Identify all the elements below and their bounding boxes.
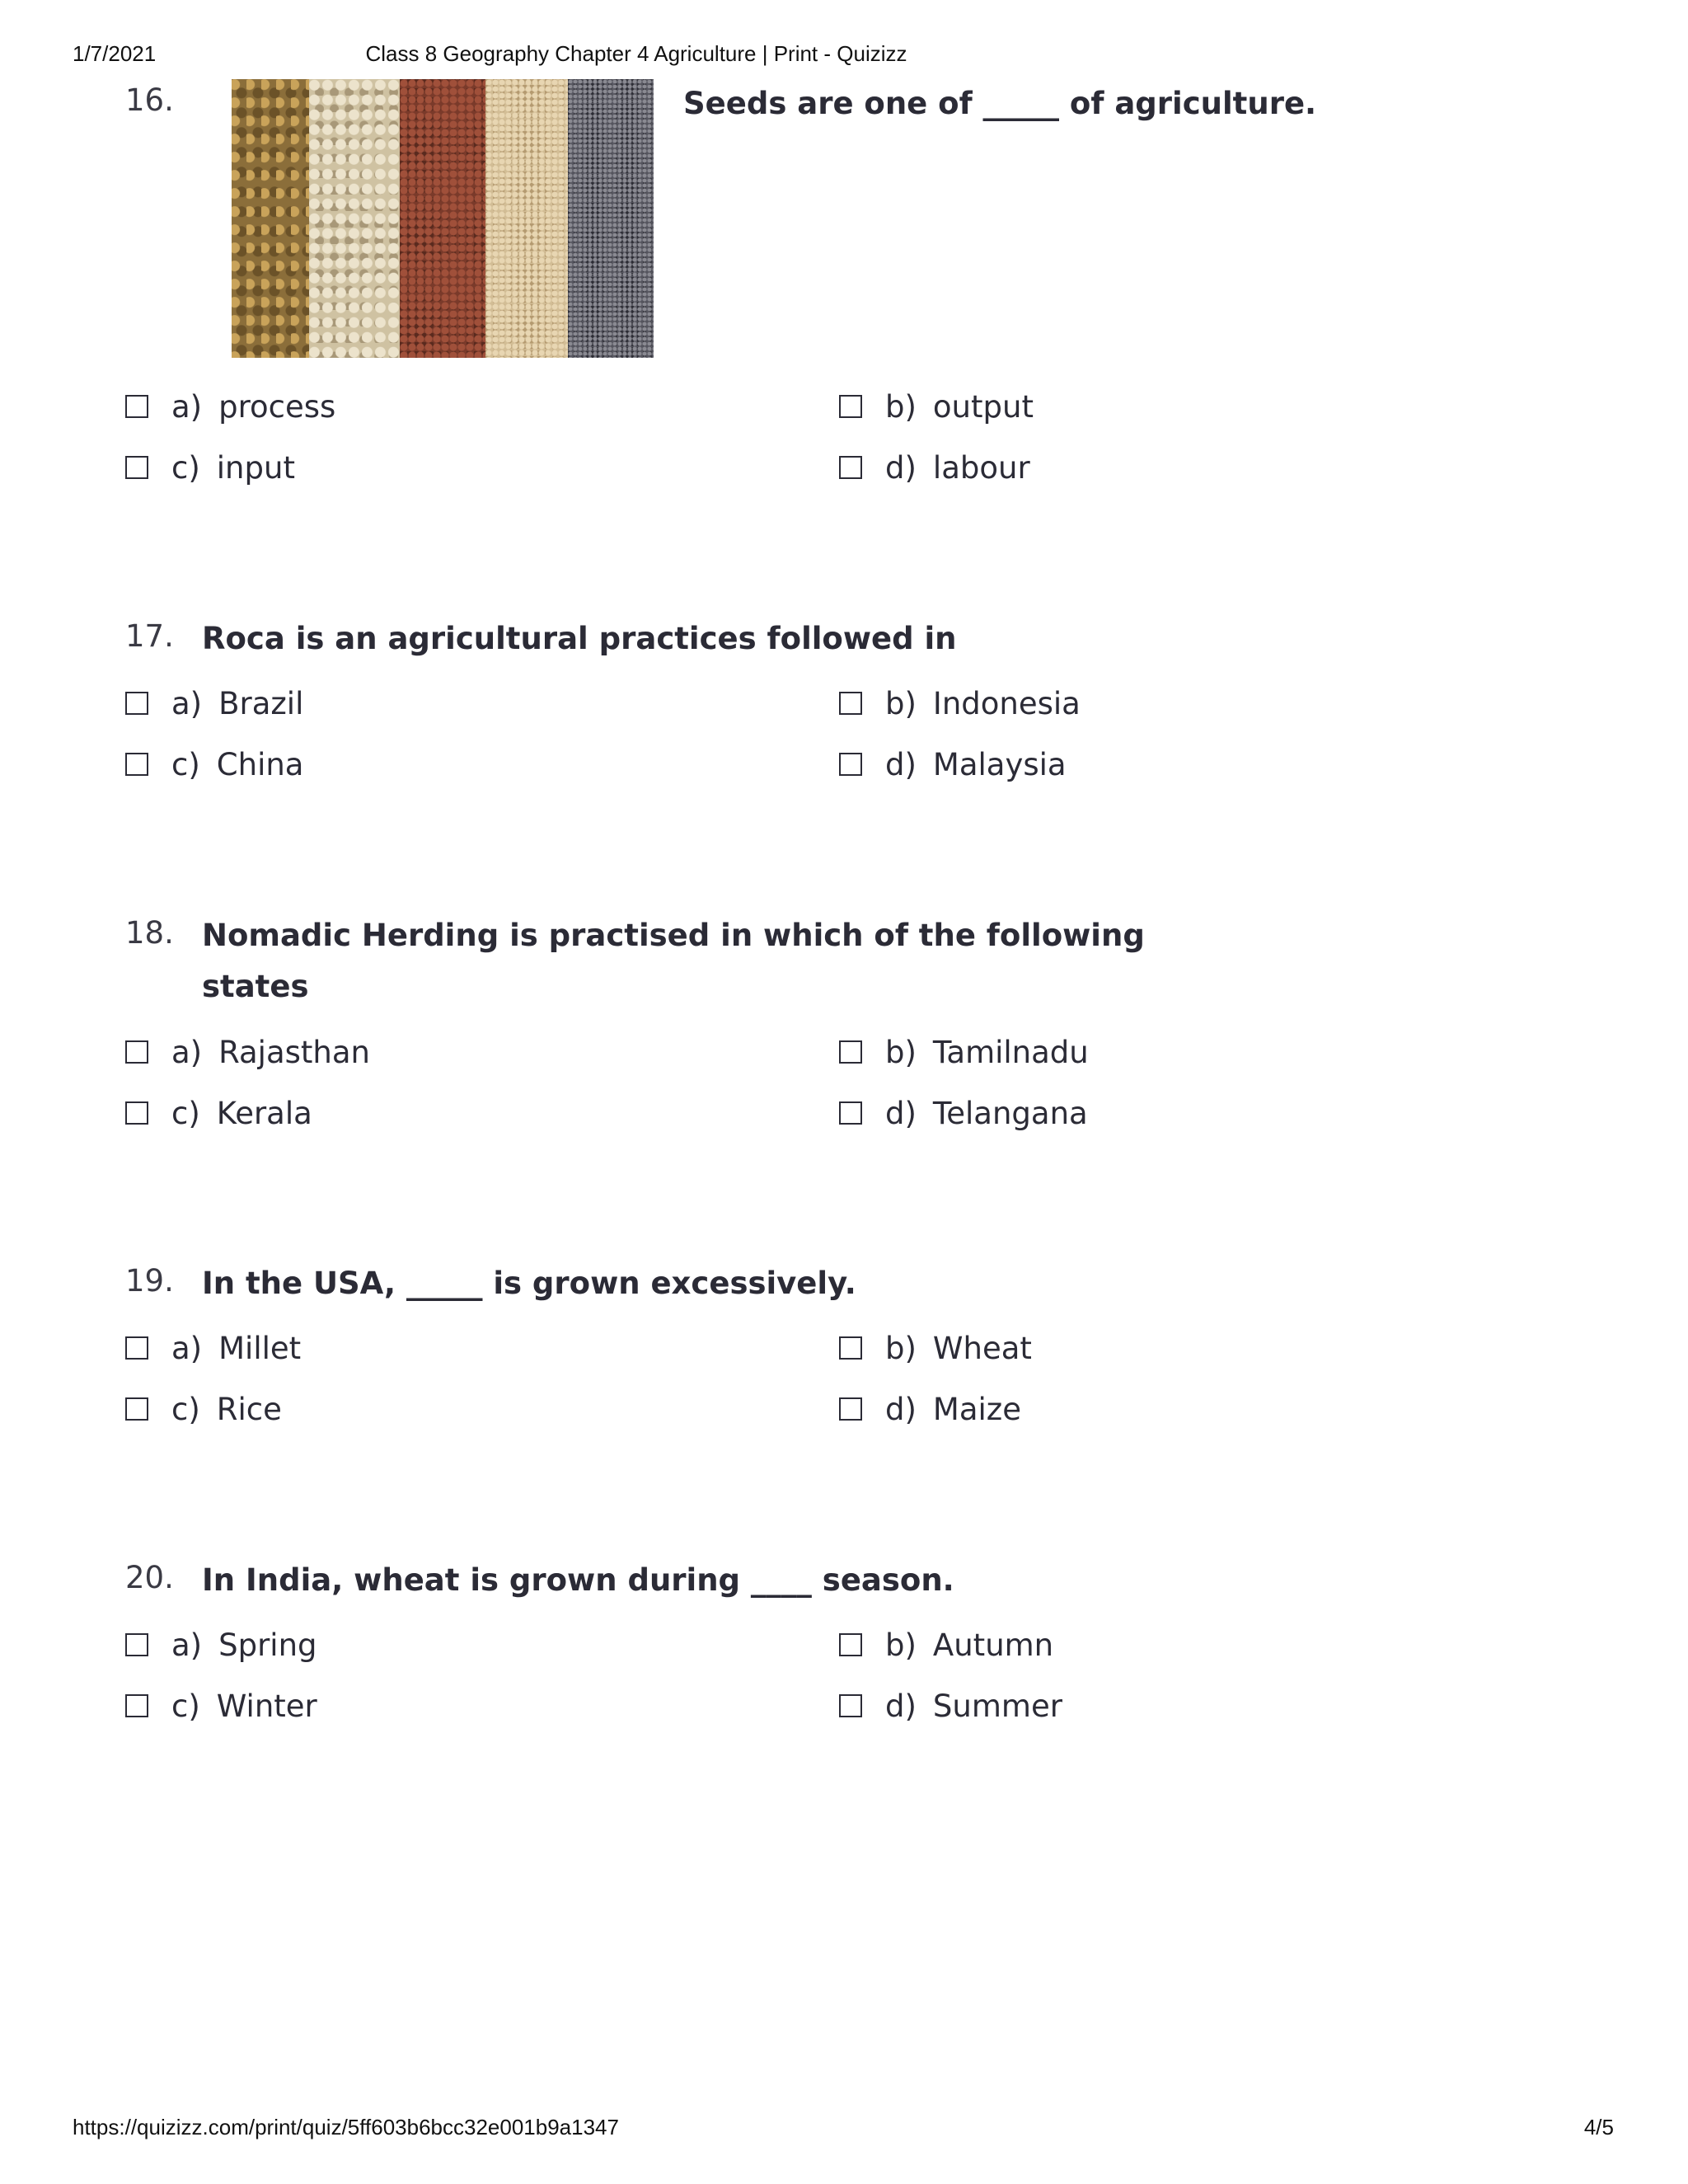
option-c[interactable]: c) Kerala [125, 1092, 312, 1134]
checkbox-icon[interactable] [125, 753, 148, 776]
option-text: Wheat [932, 1330, 1032, 1366]
option-text: Telangana [932, 1095, 1088, 1131]
option-d[interactable]: d) Maize [839, 1388, 1021, 1430]
checkbox-icon[interactable] [125, 1694, 148, 1717]
print-date: 1/7/2021 [73, 41, 157, 66]
print-header [0, 41, 1688, 69]
print-footer [0, 2115, 1688, 2143]
option-a[interactable]: a) process [125, 386, 335, 427]
option-text: Rajasthan [218, 1034, 370, 1070]
option-text: Brazil [218, 685, 304, 721]
checkbox-icon[interactable] [125, 395, 148, 418]
option-text: Summer [932, 1688, 1062, 1724]
option-text: Winter [216, 1688, 317, 1724]
option-b[interactable]: b) Indonesia [839, 683, 1081, 724]
option-text: China [216, 746, 304, 782]
option-text: Kerala [216, 1095, 312, 1131]
checkbox-icon[interactable] [839, 1397, 862, 1421]
option-text: output [932, 388, 1034, 425]
checkbox-icon[interactable] [839, 456, 862, 479]
question-text: Roca is an agricultural practices followed in [202, 621, 957, 656]
checkbox-icon[interactable] [839, 1336, 862, 1360]
question-number: 17. [125, 618, 174, 654]
checkbox-icon[interactable] [839, 692, 862, 715]
option-text: Tamilnadu [932, 1034, 1089, 1070]
checkbox-icon[interactable] [125, 1397, 148, 1421]
question-number: 19. [125, 1263, 174, 1299]
seeds-image [232, 79, 654, 358]
option-text: process [218, 388, 336, 425]
question-text: Nomadic Herding is practised in which of the following states [202, 918, 1145, 1004]
checkbox-icon[interactable] [839, 1040, 862, 1064]
seed-strip [568, 79, 654, 358]
option-c[interactable]: c) China [125, 744, 303, 785]
question-text: Seeds are one of _____ of agriculture. [683, 86, 1317, 121]
option-b[interactable]: b) Wheat [839, 1327, 1032, 1369]
print-title: Class 8 Geography Chapter 4 Agriculture | Print - Quizizz [365, 41, 907, 66]
question-text: In the USA, _____ is grown excessively. [202, 1266, 856, 1301]
option-text: Millet [218, 1330, 302, 1366]
option-text: Rice [216, 1391, 282, 1427]
option-b[interactable]: b) output [839, 386, 1034, 427]
option-d[interactable]: d) Malaysia [839, 744, 1067, 785]
checkbox-icon[interactable] [839, 395, 862, 418]
option-d[interactable]: d) Telangana [839, 1092, 1088, 1134]
seed-strip [400, 79, 485, 358]
checkbox-icon[interactable] [125, 1633, 148, 1656]
question-number: 18. [125, 915, 174, 951]
option-a[interactable]: a) Rajasthan [125, 1031, 370, 1073]
option-a[interactable]: a) Millet [125, 1327, 301, 1369]
option-c[interactable]: c) input [125, 447, 295, 488]
option-a[interactable]: a) Spring [125, 1624, 317, 1665]
question-number: 20. [125, 1560, 174, 1595]
checkbox-icon[interactable] [839, 1101, 862, 1125]
seed-strip [232, 79, 309, 358]
seed-strip [485, 79, 567, 358]
option-a[interactable]: a) Brazil [125, 683, 303, 724]
page-number: 4/5 [1583, 2115, 1614, 2139]
seed-strip [309, 79, 399, 358]
page-url: https://quizizz.com/print/quiz/5ff603b6bcc32e001b9a1347 [73, 2115, 619, 2139]
option-b[interactable]: b) Tamilnadu [839, 1031, 1089, 1073]
checkbox-icon[interactable] [125, 1040, 148, 1064]
option-c[interactable]: c) Rice [125, 1388, 282, 1430]
option-text: labour [932, 449, 1030, 486]
option-text: Spring [218, 1627, 317, 1663]
checkbox-icon[interactable] [125, 456, 148, 479]
option-text: Malaysia [932, 746, 1067, 782]
checkbox-icon[interactable] [839, 1633, 862, 1656]
option-d[interactable]: d) Summer [839, 1685, 1062, 1726]
option-text: Indonesia [932, 685, 1081, 721]
checkbox-icon[interactable] [125, 1101, 148, 1125]
checkbox-icon[interactable] [839, 1694, 862, 1717]
checkbox-icon[interactable] [839, 753, 862, 776]
option-b[interactable]: b) Autumn [839, 1624, 1053, 1665]
question-text: In India, wheat is grown during ____ season. [202, 1562, 954, 1598]
option-text: Autumn [932, 1627, 1054, 1663]
checkbox-icon[interactable] [125, 692, 148, 715]
option-d[interactable]: d) labour [839, 447, 1030, 488]
question-number: 16. [125, 82, 174, 118]
option-text: input [216, 449, 295, 486]
option-c[interactable]: c) Winter [125, 1685, 317, 1726]
checkbox-icon[interactable] [125, 1336, 148, 1360]
option-text: Maize [932, 1391, 1021, 1427]
